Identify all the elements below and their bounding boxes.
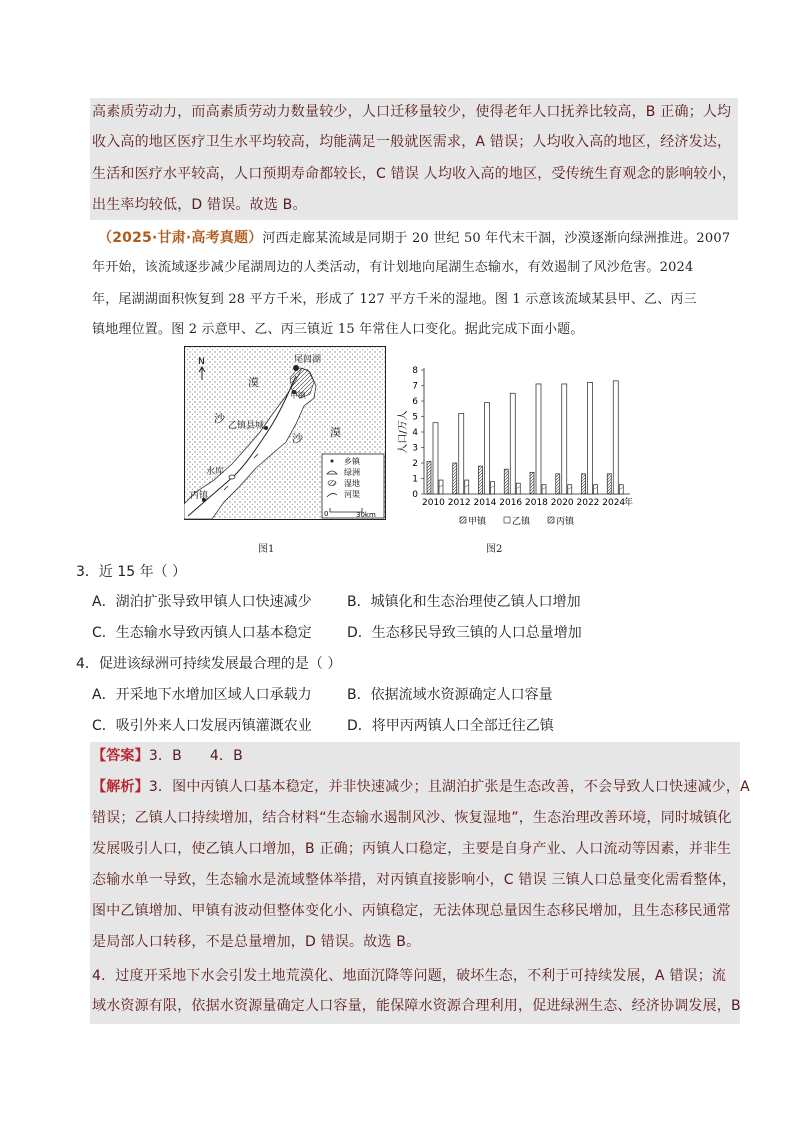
question-3-option-a[interactable]: A．湖泊扩张导致甲镇人口快速减少 (92, 594, 312, 610)
analysis-line: 域水资源有限，依据水资源量确定人口容量，能保障水资源合理利用，促进绿洲生态、经济协调发展，B (92, 998, 741, 1014)
analysis-line: 图中乙镇增加、甲镇有波动但整体变化小、丙镇稳定，无法体现总量因生态移民增加，且生态移民通常 (92, 903, 731, 919)
x-tick-label: 2010 (422, 498, 445, 508)
question-3-option-c[interactable]: C．生态输水导致丙镇人口基本稳定 (92, 625, 312, 641)
desert-label: 漠 (330, 426, 341, 439)
y-tick-label: 1 (412, 474, 418, 485)
lake-marker (293, 365, 299, 371)
x-tick-label: 2020 (550, 498, 574, 508)
bar-甲镇-2022 (582, 474, 586, 494)
bar-乙镇-2020 (562, 384, 567, 494)
analysis-line: 是局部人口转移，不是总量增加，D 错误。故选 B。 (92, 934, 421, 950)
bar-乙镇-2016 (510, 393, 515, 494)
lake-label: 尾闾湖 (294, 355, 322, 365)
analysis-first-line (92, 777, 750, 797)
prev-explanation-line: 收入高的地区医疗卫生水平均较高，均能满足一般就医需求，A 错误；人均收入高的地区，经济发达， (92, 134, 732, 150)
y-tick-label: 2 (412, 459, 418, 469)
bar-甲镇-2012 (453, 463, 457, 494)
desert-label: 沙 (214, 412, 225, 425)
passage-line: 镇地理位置。图 2 示意甲、乙、丙三镇近 15 年常住人口变化。据此完成下面小题。 (92, 322, 584, 337)
x-tick-label: 2018 (525, 498, 548, 508)
question-3-option-b[interactable]: B．城镇化和生态治理使乙镇人口增加 (347, 594, 581, 610)
question-4-stem: 4．促进该绿洲可持续发展最合理的是（ ） (76, 656, 342, 672)
legend-item: 湿地 (344, 479, 360, 488)
scale-zero: 0 (324, 510, 329, 518)
bar-乙镇-2024 (613, 381, 618, 494)
legend-swatch (504, 517, 510, 523)
passage-line: 年，尾湖湖面积恢复到 28 平方千米，形成了 127 平方千米的湿地。图 1 示意该流域某县甲、乙、丙三 (92, 292, 697, 307)
legend-label: 丙镇 (556, 517, 575, 527)
scale-label: 30km (356, 511, 376, 519)
legend-swatch (460, 517, 466, 523)
question-4-option-c[interactable]: C．吸引外来人口发展丙镇灌溉农业 (92, 718, 312, 734)
y-tick-label: 5 (412, 412, 418, 423)
bar-乙镇-2022 (588, 382, 593, 494)
town-yi-label: 乙镇县城 (228, 421, 265, 431)
bar-甲镇-2016 (504, 469, 508, 494)
reservoir-marker (229, 475, 235, 479)
bar-丙镇-2018 (542, 485, 546, 494)
figure2-chart (394, 360, 644, 538)
prev-explanation-line: 生活和医疗水平较高，人口预期寿命都较长，C 错误 人均收入高的地区，受传统生育观念的影响较小， (92, 166, 737, 182)
analysis-line: 错误；乙镇人口持续增加，结合材料“生态输水遏制风沙、恢复湿地”，生态治理改善环境，同时城镇化 (92, 810, 732, 826)
bar-丙镇-2012 (465, 480, 469, 494)
question-4-option-a[interactable]: A．开采地下水增加区域人口承载力 (92, 687, 312, 703)
bar-乙镇-2014 (485, 403, 490, 494)
desert-label: 漠 (248, 376, 259, 389)
y-axis-label: 人口/万人 (398, 410, 409, 454)
analysis-line: 态输水单一导致，生态输水是流域整体举措，对丙镇直接影响小，C 错误 三镇人口总量变化需看整体， (92, 872, 737, 888)
x-tick-label: 2024 (602, 498, 626, 508)
y-tick-label: 0 (412, 490, 418, 500)
analysis-label: 【解析】 (92, 779, 149, 795)
x-tick-label: 2022 (576, 498, 600, 508)
question-3-stem: 3．近 15 年（ ） (76, 564, 187, 580)
bar-甲镇-2014 (479, 466, 483, 494)
legend-item: 绿洲 (344, 468, 360, 477)
legend-item: 河渠 (344, 490, 360, 499)
x-axis-suffix: 年 (624, 498, 634, 508)
bar-乙镇-2018 (536, 384, 541, 494)
analysis-line: 发展吸引人口，使乙镇人口增加，B 正确；丙镇人口稳定，主要是自身产业、人口流动等因素，并非生 (92, 841, 732, 857)
figure1-caption: 图1 (258, 544, 275, 555)
question-3-option-d[interactable]: D．生态移民导致三镇的人口总量增加 (347, 625, 582, 641)
x-tick-label: 2012 (447, 498, 471, 508)
analysis-line: 4．过度开采地下水会引发土地荒漠化、地面沉降等问题，破坏生态，不利于可持续发展，A 错误；流 (92, 968, 727, 984)
bar-丙镇-2020 (568, 485, 572, 494)
town-yi-marker (264, 426, 268, 430)
bar-丙镇-2010 (439, 480, 443, 494)
reservoir-label: 水库 (206, 467, 225, 477)
bar-甲镇-2010 (427, 461, 431, 494)
analysis-text: 3．图中丙镇人口基本稳定，并非快速减少；且湖泊扩张是生态改善，不会导致人口快速减少，A (148, 779, 750, 795)
bar-丙镇-2024 (619, 485, 623, 494)
bar-乙镇-2010 (433, 423, 438, 494)
y-tick-label: 3 (412, 443, 418, 454)
legend-swatch (548, 517, 554, 523)
passage-first-line (98, 228, 730, 249)
bar-丙镇-2022 (594, 485, 598, 494)
bar-丙镇-2014 (491, 482, 495, 494)
town-bing-label: 丙镇 (190, 491, 209, 501)
bar-丙镇-2016 (516, 483, 520, 494)
bar-乙镇-2012 (459, 413, 464, 494)
passage-line: 年开始，该流域逐步减少尾湖周边的人类活动，有计划地向尾湖生态输水，有效遏制了风沙危害。2024 (92, 260, 694, 275)
figure1-map (184, 346, 386, 520)
figure2-caption: 图2 (486, 544, 503, 555)
legend-item: 乡镇 (344, 457, 360, 466)
source-tag: （2025·甘肃·高考真题） (98, 230, 263, 246)
prev-explanation-line: 出生率均较低，D 错误。故选 B。 (92, 197, 307, 213)
x-tick-label: 2016 (499, 498, 523, 508)
bar-甲镇-2018 (530, 472, 534, 494)
town-jia-label: 甲镇 (290, 391, 306, 400)
bar-甲镇-2024 (607, 474, 611, 494)
legend-wetland-icon (328, 481, 336, 486)
answer-label: 【答案】 (92, 748, 149, 764)
y-tick-label: 6 (412, 397, 418, 407)
passage-text: 河西走廊某流域是同期于 20 世纪 50 年代末干涸，沙漠逐渐向绿洲推进。2007 (262, 231, 731, 246)
y-tick-label: 7 (412, 381, 418, 392)
answer-line (92, 746, 243, 766)
y-tick-label: 8 (412, 366, 418, 376)
x-tick-label: 2014 (473, 498, 497, 508)
legend-label: 乙镇 (512, 517, 531, 527)
bar-甲镇-2020 (556, 474, 560, 494)
desert-label: 沙 (292, 432, 303, 445)
legend-label: 甲镇 (468, 517, 487, 527)
answer-text: 3．B 4．B (148, 748, 243, 764)
legend-town-icon (331, 460, 334, 463)
prev-explanation-line: 高素质劳动力，而高素质劳动力数量较少，人口迁移量较少，使得老年人口抚养比较高，B 正确；人均 (92, 104, 732, 120)
y-tick-label: 4 (412, 428, 418, 438)
north-label: N (198, 357, 205, 367)
question-4-option-d[interactable]: D．将甲丙两镇人口全部迁往乙镇 (347, 718, 554, 734)
question-4-option-b[interactable]: B．依据流域水资源确定人口容量 (347, 687, 553, 703)
